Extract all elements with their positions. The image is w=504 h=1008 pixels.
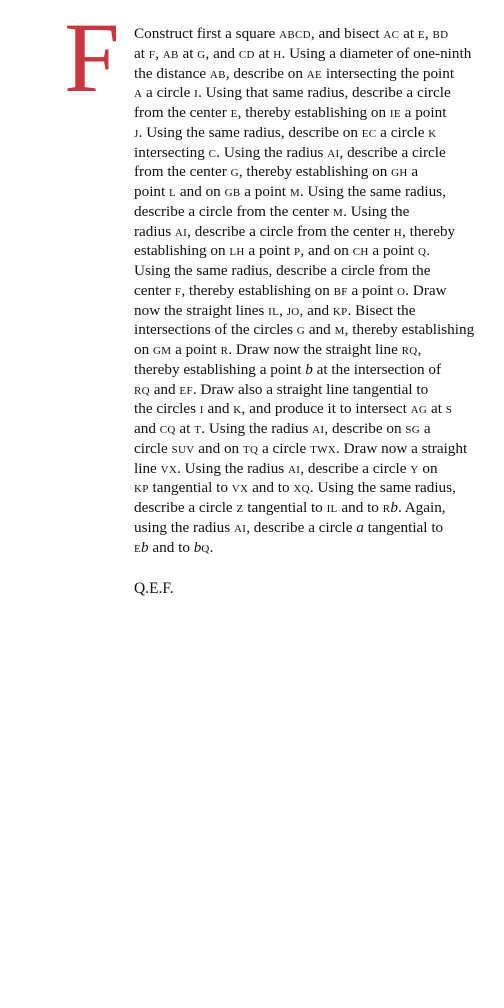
- point-label: EF: [179, 384, 193, 397]
- text-run: , thereby: [402, 222, 456, 240]
- text-run: . Again,: [397, 499, 446, 516]
- point-label: M: [289, 187, 300, 199]
- point-label: AI: [174, 226, 188, 239]
- text-run: , thereby establishing: [344, 321, 475, 339]
- text-run: from the center: [134, 104, 231, 121]
- point-label: SUV: [171, 443, 195, 456]
- text-line: [134, 498, 486, 518]
- text-run: a point: [368, 242, 418, 260]
- text-run: , and bisect: [310, 25, 384, 42]
- text-run: . Using the same radius,: [309, 479, 456, 497]
- text-run: . Using the radius: [216, 143, 328, 161]
- text-run: . Draw also a straight line tangential to: [192, 380, 429, 398]
- text-run: using the radius: [134, 518, 234, 536]
- text-run: , describe a circle: [300, 459, 411, 477]
- text-run: describe a circle: [134, 499, 237, 516]
- point-label: K: [428, 127, 437, 140]
- text-run: . Draw: [405, 281, 447, 299]
- point-label: GH: [391, 167, 408, 180]
- italic-label: b: [390, 499, 398, 516]
- text-run: ,: [424, 25, 433, 42]
- point-label: Q: [201, 542, 210, 555]
- italic-label: b: [305, 360, 313, 378]
- point-label: E: [134, 542, 142, 555]
- text-run: a point: [400, 104, 447, 121]
- point-label: GM: [152, 345, 172, 357]
- point-label: BD: [432, 29, 449, 41]
- text-run: on: [418, 459, 438, 477]
- text-run: circle: [134, 439, 172, 457]
- text-run: , and: [205, 44, 239, 62]
- text-line: [134, 518, 486, 538]
- text-run: from the center: [134, 163, 231, 181]
- text-run: a circle: [142, 84, 195, 102]
- text-run: . Using the: [343, 202, 410, 220]
- text-run: . Using that same radius, describe a circle: [198, 84, 451, 102]
- text-run: intersections of the circles: [134, 321, 297, 339]
- text-run: at: [399, 25, 418, 42]
- text-run: . Draw now a straight: [336, 439, 468, 457]
- text-line: [134, 419, 486, 439]
- point-label: K: [233, 404, 242, 417]
- text-line: [134, 83, 486, 103]
- point-label: CH: [352, 246, 369, 259]
- text-run: now the straight lines: [134, 301, 269, 319]
- point-label: Z: [236, 503, 244, 515]
- point-label: RQ: [134, 384, 150, 397]
- point-label: A: [134, 88, 143, 101]
- point-label: R: [220, 345, 229, 357]
- text-run: and on: [194, 439, 243, 457]
- point-label: AI: [312, 424, 325, 436]
- drop-cap-letter: F: [64, 2, 120, 113]
- text-run: Using the same radius, describe a circle from the: [134, 262, 431, 279]
- point-label: S: [445, 404, 453, 417]
- text-run: , thereby establishing on: [238, 163, 392, 181]
- text-line: [134, 478, 486, 498]
- text-run: . Bisect the: [347, 301, 416, 319]
- text-run: establishing on: [134, 242, 230, 260]
- text-run: . Using a diameter of one-ninth: [281, 44, 472, 62]
- text-line: [134, 320, 486, 340]
- text-line: [134, 162, 486, 182]
- point-label: M: [333, 206, 344, 219]
- point-label: ABCD: [279, 29, 311, 41]
- text-run: a: [420, 420, 431, 437]
- text-run: , and: [299, 301, 333, 319]
- text-line: [134, 360, 486, 380]
- text-run: , thereby establishing on: [237, 104, 390, 121]
- text-run: .: [209, 538, 214, 556]
- text-run: at: [175, 420, 195, 437]
- text-run: , thereby establishing on: [181, 281, 334, 299]
- point-label: VX: [231, 483, 249, 496]
- text-run: center: [134, 281, 175, 299]
- text-line: [134, 103, 486, 123]
- point-label: C: [208, 147, 217, 160]
- italic-label: b: [193, 538, 202, 556]
- text-run: tangential to: [363, 518, 444, 536]
- text-run: a point: [347, 281, 398, 299]
- text-line: [134, 439, 486, 459]
- text-run: . Using the radius: [201, 420, 313, 437]
- point-label: LH: [229, 246, 245, 259]
- text-line: [134, 399, 486, 419]
- text-run: the circles: [134, 400, 200, 418]
- point-label: XQ: [293, 483, 310, 496]
- point-label: L: [169, 187, 177, 199]
- text-run: . Draw now the straight line: [228, 341, 402, 358]
- text-run: , describe a circle from the center: [187, 222, 394, 240]
- text-run: at: [254, 44, 274, 62]
- text-run: , describe a circle: [246, 518, 357, 536]
- point-label: SG: [405, 424, 421, 436]
- point-label: KP: [134, 483, 149, 496]
- text-run: at: [427, 400, 446, 418]
- text-run: line: [134, 459, 161, 477]
- text-run: the distance: [134, 64, 210, 82]
- text-run: Construct first a square: [134, 25, 280, 42]
- text-run: and to: [148, 538, 194, 556]
- text-run: and to: [337, 499, 383, 516]
- point-label: I: [199, 404, 204, 417]
- point-label: RQ: [401, 345, 418, 357]
- text-line: [134, 538, 486, 558]
- point-label: AI: [233, 522, 247, 535]
- point-label: IE: [389, 108, 401, 120]
- text-run: and to: [248, 479, 294, 497]
- text-run: ,: [155, 44, 163, 62]
- text-run: a circle: [258, 439, 311, 457]
- text-run: a point: [244, 242, 294, 260]
- text-run: . Using the same radius, describe on: [138, 123, 362, 141]
- text-line: [134, 24, 486, 44]
- text-run: , describe a circle: [339, 143, 446, 161]
- text-run: and: [149, 380, 180, 398]
- point-label: AC: [383, 29, 400, 41]
- text-run: at the intersection of: [312, 360, 442, 378]
- point-label: G: [197, 48, 206, 61]
- text-line: [134, 202, 486, 222]
- point-label: T: [194, 424, 202, 436]
- text-run: , describe on: [225, 64, 307, 82]
- text-run: .: [426, 242, 430, 260]
- point-label: IL: [268, 305, 280, 318]
- text-line: [134, 143, 486, 163]
- text-run: and: [305, 321, 335, 339]
- point-label: Y: [410, 463, 419, 476]
- text-line: [134, 281, 486, 301]
- text-line: [134, 340, 486, 360]
- text-run: at: [178, 44, 198, 62]
- text-line: [134, 380, 486, 400]
- point-label: VX: [160, 463, 178, 476]
- text-run: intersecting: [134, 143, 209, 161]
- text-line: [134, 123, 486, 143]
- point-label: TQ: [242, 443, 259, 456]
- point-label: I: [194, 88, 199, 101]
- text-run: thereby establishing a point: [134, 360, 306, 378]
- text-run: at: [134, 44, 149, 62]
- text-line: [134, 241, 486, 261]
- text-run: and on: [176, 183, 225, 200]
- point-label: Q: [417, 246, 427, 259]
- text-run: . Using the radius: [177, 459, 289, 477]
- text-line: [134, 301, 486, 321]
- italic-label: b: [141, 538, 149, 556]
- point-label: J: [134, 127, 139, 140]
- point-label: KP: [332, 305, 348, 318]
- point-label: F: [148, 48, 156, 61]
- point-label: BF: [333, 285, 348, 298]
- point-label: CD: [238, 48, 255, 61]
- point-label: G: [296, 325, 306, 338]
- text-run: , and on: [300, 242, 353, 260]
- text-run: tangential to: [243, 499, 327, 516]
- text-run: radius: [134, 222, 175, 240]
- point-label: EC: [361, 127, 377, 140]
- point-label: AB: [162, 48, 179, 61]
- text-run: and: [134, 420, 160, 437]
- point-label: AE: [306, 68, 323, 81]
- point-label: F: [174, 285, 182, 298]
- point-label: AI: [288, 463, 301, 476]
- construction-paragraph: [134, 24, 486, 557]
- text-run: , and produce it to intersect: [241, 400, 411, 418]
- point-label: AI: [327, 147, 340, 160]
- point-label: GB: [224, 187, 241, 199]
- point-label: TWX: [310, 443, 337, 456]
- point-label: R: [382, 503, 391, 515]
- point-label: IL: [326, 503, 338, 515]
- text-run: a point: [171, 341, 221, 358]
- text-line: [134, 459, 486, 479]
- point-label: E: [417, 29, 425, 41]
- point-label: O: [397, 285, 406, 298]
- point-label: G: [230, 167, 239, 180]
- text-line: [134, 44, 486, 64]
- text-run: on: [134, 341, 153, 358]
- text-line: [134, 64, 486, 84]
- closing-qef: Q.E.F.: [134, 580, 174, 597]
- text-run: ,: [417, 341, 422, 358]
- text-run: . Using the same radius,: [299, 183, 446, 200]
- point-label: H: [393, 226, 402, 239]
- point-label: CQ: [159, 424, 176, 436]
- point-label: AB: [209, 68, 226, 81]
- text-run: and: [203, 400, 234, 418]
- italic-label: a: [356, 518, 364, 536]
- point-label: JO: [286, 305, 300, 318]
- point-label: M: [334, 325, 345, 338]
- text-line: [134, 182, 486, 202]
- point-label: P: [293, 246, 301, 259]
- point-label: E: [230, 108, 238, 120]
- text-line: [134, 261, 486, 281]
- text-run: ,: [279, 301, 287, 319]
- text-run: a: [407, 163, 419, 181]
- text-run: a point: [240, 183, 290, 200]
- text-run: intersecting the point: [322, 64, 455, 82]
- text-run: a circle: [376, 123, 429, 141]
- text-run: tangential to: [148, 479, 232, 497]
- text-run: , describe on: [324, 420, 406, 437]
- text-run: describe a circle from the center: [134, 202, 334, 220]
- point-label: H: [273, 48, 282, 61]
- point-label: AG: [410, 404, 428, 417]
- text-line: [134, 222, 486, 242]
- text-run: point: [134, 183, 170, 200]
